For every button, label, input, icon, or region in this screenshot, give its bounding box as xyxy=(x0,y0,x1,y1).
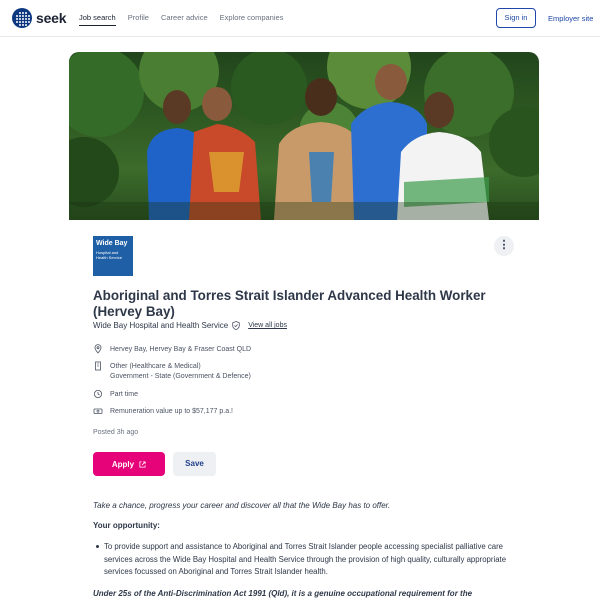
opportunity-heading: Your opportunity: xyxy=(93,521,160,530)
company-logo-line3: Health Service xyxy=(96,255,123,260)
salary: Remuneration value up to $57,177 p.a.! xyxy=(110,408,233,415)
classification-row xyxy=(93,362,251,382)
job-sub-classification[interactable]: Government - State (Government & Defence) xyxy=(110,373,251,380)
nav-job-search[interactable]: Job search xyxy=(79,13,116,26)
nav-profile[interactable]: Profile xyxy=(127,13,149,22)
logo-dot xyxy=(22,24,24,26)
logo-dot xyxy=(19,21,21,23)
salary-row xyxy=(93,407,233,417)
seek-logo[interactable] xyxy=(12,8,66,28)
logo-text: seek xyxy=(36,10,67,26)
logo-dot xyxy=(22,15,24,17)
bullet-dot xyxy=(96,545,99,548)
company-logo-line2: Hospital and xyxy=(96,250,119,255)
company-logo-line1: Wide Bay xyxy=(96,240,128,247)
job-tagline: Take a chance, progress your career and discover all that the Wide Bay has to offer. xyxy=(93,501,391,510)
logo-dot xyxy=(25,15,27,17)
apply-label: Apply xyxy=(111,459,135,469)
clock-icon xyxy=(93,389,103,399)
logo-dot xyxy=(16,18,18,20)
building-icon xyxy=(93,361,103,371)
logo-dot xyxy=(22,21,24,23)
location-pin-icon xyxy=(93,344,103,354)
logo-dot xyxy=(16,21,18,23)
job-title: Aboriginal and Torres Strait Islander Advanced Health Worker (Hervey Bay) xyxy=(93,288,486,319)
verified-shield-icon xyxy=(232,321,240,330)
logo-dot xyxy=(16,15,18,17)
sign-in-button[interactable]: Sign in xyxy=(496,8,536,28)
work-type: Part time xyxy=(110,391,139,398)
logo-dot xyxy=(25,12,27,14)
logo-dot xyxy=(19,18,21,20)
logo-dot xyxy=(25,18,27,20)
apply-button[interactable] xyxy=(93,452,165,476)
employer-site-link[interactable]: Employer site xyxy=(548,14,594,23)
seek-logo-icon xyxy=(12,8,32,28)
money-icon xyxy=(93,406,103,416)
logo-dot xyxy=(28,21,30,23)
company-row xyxy=(93,321,287,330)
hero-photo-illustration xyxy=(69,52,539,220)
job-classification[interactable]: Other (Healthcare & Medical) xyxy=(110,363,201,370)
company-name[interactable]: Wide Bay Hospital and Health Service xyxy=(93,321,229,330)
work-type-row xyxy=(93,390,138,400)
location-row xyxy=(93,345,251,355)
hero-image xyxy=(69,52,539,220)
external-link-icon xyxy=(139,461,146,468)
legal-text: Under 25s of the Anti-Discrimination Act 1991 (Qld), it is a genuine occupational requirement for the xyxy=(93,589,473,598)
save-button[interactable]: Save xyxy=(173,452,216,476)
logo-dot xyxy=(19,24,21,26)
logo-dot xyxy=(25,21,27,23)
company-logo xyxy=(93,236,133,276)
opportunity-text: To provide support and assistance to Aboriginal and Torres Strait Islander people accessing specialist palliative care services across the Wide Bay Hospital and Health Service through the provision of high quality, culturally appropriate services focussed on Aboriginal and Torres Strait Islander health. xyxy=(104,542,507,576)
job-location[interactable]: Hervey Bay, Hervey Bay & Fraser Coast QLD xyxy=(110,346,252,353)
logo-dot xyxy=(28,18,30,20)
logo-dot xyxy=(28,15,30,17)
logo-dot xyxy=(25,24,27,26)
logo-dot xyxy=(22,18,24,20)
posted-time: Posted 3h ago xyxy=(93,429,139,436)
main-nav xyxy=(79,13,295,26)
nav-explore-companies[interactable]: Explore companies xyxy=(219,13,284,22)
nav-career-advice[interactable]: Career advice xyxy=(160,13,208,22)
logo-dot xyxy=(22,12,24,14)
logo-dot xyxy=(19,15,21,17)
more-options-button[interactable]: ⋮ xyxy=(494,236,514,256)
logo-dot xyxy=(19,12,21,14)
view-all-jobs-link[interactable]: View all jobs xyxy=(248,322,287,329)
top-navigation-bar xyxy=(0,0,600,37)
